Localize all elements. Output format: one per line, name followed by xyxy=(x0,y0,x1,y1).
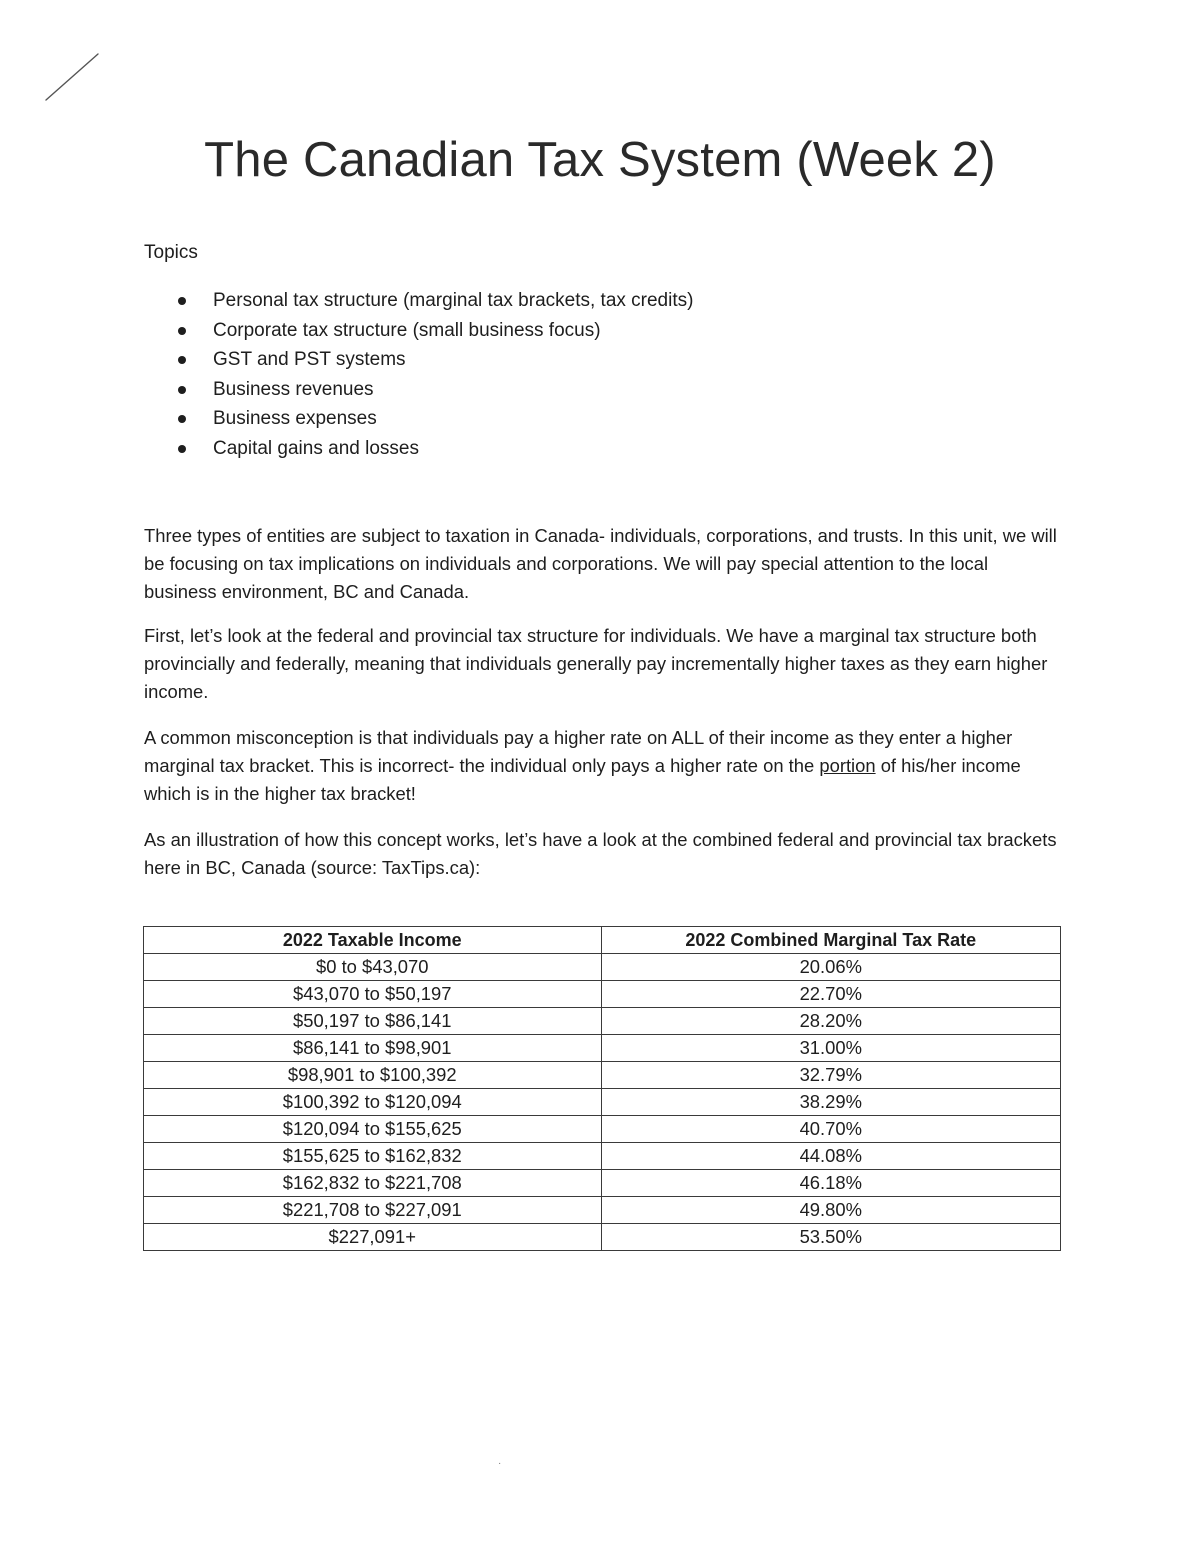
topic-text: Business expenses xyxy=(213,408,377,429)
scan-speck-mark: · xyxy=(498,1458,502,1469)
topic-text: Corporate tax structure (small business focus) xyxy=(213,319,601,341)
table-row xyxy=(144,1224,1061,1251)
table-row xyxy=(144,981,1061,1008)
table-header-row xyxy=(144,927,1061,954)
income-cell: $50,197 to $86,141 xyxy=(144,1008,602,1035)
table-row xyxy=(144,1035,1061,1062)
header-marginal-rate: 2022 Combined Marginal Tax Rate xyxy=(601,927,1061,954)
table-row xyxy=(144,1143,1061,1170)
income-cell: $43,070 to $50,197 xyxy=(144,981,602,1008)
rate-cell: 53.50% xyxy=(601,1224,1061,1251)
income-cell: $120,094 to $155,625 xyxy=(144,1116,602,1143)
table-row xyxy=(144,1089,1061,1116)
income-cell: $100,392 to $120,094 xyxy=(144,1089,602,1116)
income-cell: $227,091+ xyxy=(144,1224,602,1251)
income-cell: $86,141 to $98,901 xyxy=(144,1035,602,1062)
topic-text: Business revenues xyxy=(213,378,374,400)
bullet-icon xyxy=(178,445,186,453)
rate-cell: 49.80% xyxy=(601,1197,1061,1224)
table-row xyxy=(144,1062,1061,1089)
topic-text: GST and PST systems xyxy=(213,349,406,370)
paragraph-marginal-structure: First, let’s look at the federal and provincial tax structure for individuals. We have a marginal tax structure both provincially and federally, meaning that individuals generally pay incrementally higher taxes as they earn higher income. xyxy=(144,625,1048,702)
topics-label: Topics xyxy=(144,242,198,263)
tax-bracket-table xyxy=(143,926,1061,1251)
income-cell: $162,832 to $221,708 xyxy=(144,1170,602,1197)
income-cell: $98,901 to $100,392 xyxy=(144,1062,602,1089)
rate-cell: 31.00% xyxy=(601,1035,1061,1062)
table-row xyxy=(144,1197,1061,1224)
bullet-icon xyxy=(178,386,186,394)
rate-cell: 22.70% xyxy=(601,981,1061,1008)
paragraph-misconception xyxy=(144,724,1064,808)
topics-list xyxy=(144,286,693,463)
list-item xyxy=(144,434,693,464)
portion-underlined: portion xyxy=(819,755,876,776)
list-item xyxy=(144,404,693,434)
page-title: The Canadian Tax System (Week 2) xyxy=(204,133,996,187)
rate-cell: 38.29% xyxy=(601,1089,1061,1116)
table-row xyxy=(144,1170,1061,1197)
list-item xyxy=(144,375,693,405)
topic-text: Personal tax structure (marginal tax brackets, tax credits) xyxy=(213,290,694,311)
rate-cell: 32.79% xyxy=(601,1062,1061,1089)
rate-cell: 44.08% xyxy=(601,1143,1061,1170)
paragraph-illustration: As an illustration of how this concept works, let’s have a look at the combined federal and provincial tax brackets here in BC, Canada (source: TaxTips.ca): xyxy=(144,829,1057,878)
bullet-icon xyxy=(178,327,186,335)
income-cell: $155,625 to $162,832 xyxy=(144,1143,602,1170)
list-item xyxy=(144,345,693,375)
list-item xyxy=(144,286,693,316)
table-row xyxy=(144,954,1061,981)
topic-text: Capital gains and losses xyxy=(213,437,419,459)
rate-cell: 28.20% xyxy=(601,1008,1061,1035)
bullet-icon xyxy=(178,356,186,364)
misconception-text-start: A common misconception is that individuals pay a higher rate on ALL of their income as they enter a higher marginal tax bracket. This is incorrect- the individual only pays a higher rate on the xyxy=(144,727,1013,776)
list-item xyxy=(144,316,693,346)
misconception-text-end: of his/her income which is in the higher tax bracket! xyxy=(144,755,1021,804)
income-cell: $221,708 to $227,091 xyxy=(144,1197,602,1224)
rate-cell: 46.18% xyxy=(601,1170,1061,1197)
table-row xyxy=(144,1008,1061,1035)
bullet-icon xyxy=(178,415,186,423)
rate-cell: 40.70% xyxy=(601,1116,1061,1143)
bullet-icon xyxy=(178,297,186,305)
header-taxable-income: 2022 Taxable Income xyxy=(144,927,602,954)
income-cell: $0 to $43,070 xyxy=(144,954,602,981)
rate-cell: 20.06% xyxy=(601,954,1061,981)
pen-stroke-mark xyxy=(40,48,110,108)
table-row xyxy=(144,1116,1061,1143)
paragraph-entities: Three types of entities are subject to taxation in Canada- individuals, corporations, and trusts. In this unit, we will be focusing on tax implications on individuals and corporations. We will pay special attention to the local business environment, BC and Canada. xyxy=(144,525,1057,602)
